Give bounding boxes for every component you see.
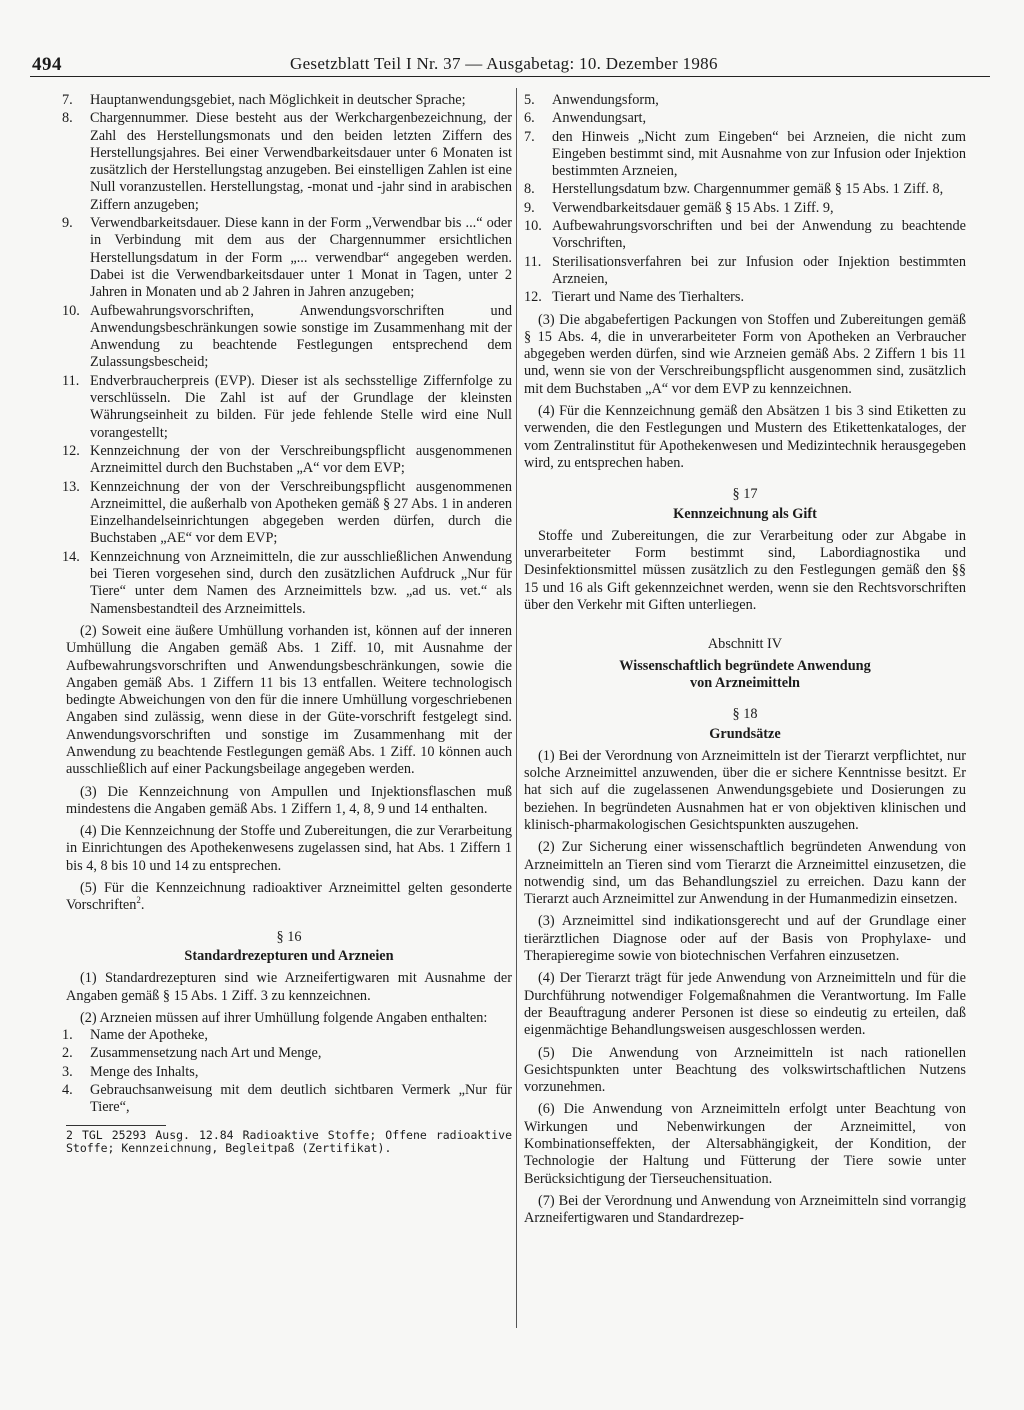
list-item	[524, 181, 966, 198]
list-item-number: 3.	[62, 1063, 73, 1080]
paragraph: (1) Bei der Verordnung von Arzneimitteln ist der Tierarzt verpflichtet, nur solche Arzneimittel anzuwenden, über die er sichere Kenntnisse besitzt. Er hat sich auf die zugelassenen Anwendungsgebiete und Dosierungen zu beziehen. In begründeten Ausnahmen hat er von objektiven klinischen und klinisch-pharmakologischen Gesichtspunkten auszugehen.	[524, 747, 966, 833]
list-item-number: 2.	[62, 1045, 73, 1062]
list-item-number: 1.	[62, 1027, 73, 1044]
list-item-text: Verwendbarkeitsdauer. Diese kann in der Form „Verwendbar bis ...“ oder in Verbindung mit dem aus der Chargennummer ersichtlichen Herstellungsdatum in der Form „... verwendbar“ angegeben werden. Dabei ist die Verwendbarkeitsdauer unter 1 Monat in Tagen, unter 2 Jahren in Monaten und ab 2 Jahren in Jahren anzugeben;	[90, 215, 512, 301]
list-item-text: Aufbewahrungsvorschriften, Anwendungsvorschriften und Anwendungsbeschränkungen sowie sonstige im Zusammenhang mit der Anwendung zu beachtende Festlegungen entsprechend dem Zulassungsbescheid;	[90, 302, 512, 371]
list-item-number: 11.	[62, 372, 80, 389]
list-item-text: Verwendbarkeitsdauer gemäß § 15 Abs. 1 Ziff. 9,	[552, 199, 834, 216]
list-item-text: Herstellungsdatum bzw. Chargennummer gemäß § 15 Abs. 1 Ziff. 8,	[552, 181, 944, 198]
abschnitt-title-line-2: von Arzneimitteln	[690, 674, 800, 691]
list-item-number: 10.	[62, 302, 80, 319]
list-item	[524, 92, 966, 109]
list-item-text: Chargennummer. Diese besteht aus der Werkchargenbezeichnung, der Zahl des Herstellungsmonats und den beiden letzten Ziffern des Herstellungsjahres. Bei einer Verwendbarkeitsdauer unter 6 Monaten ist zusätzlich der Herstellungstag anzugeben. Bei einstelligen Zahlen ist eine Null voranzustellen. Herstellungstag, -monat und -jahr sind in arabischen Ziffern anzugeben;	[90, 110, 512, 213]
paragraph: (2) Arzneien müssen auf ihrer Umhüllung folgende Angaben enthalten:	[80, 1009, 488, 1026]
list-item-text: Kennzeichnung der von der Verschreibungspflicht ausgenommenen Arzneimittel, die außerhalb von Apotheken gemäß § 27 Abs. 1 in anderen Einzelhandelseinrichtungen abgegeben werden dürfen, durch die Buchstaben „AE“ vor dem EVP;	[90, 478, 512, 547]
list-item	[62, 302, 512, 372]
section-17-title: Kennzeichnung als Gift	[673, 505, 817, 522]
list-item-number: 8.	[524, 181, 535, 198]
list-item-text: Menge des Inhalts,	[90, 1063, 199, 1080]
list-item	[62, 478, 512, 548]
list-item-text: Sterilisationsverfahren bei zur Infusion oder Injektion bestimmten Arzneien,	[552, 253, 966, 287]
list-item	[62, 1045, 512, 1062]
list-item-number: 12.	[524, 289, 542, 306]
list-item-text: Zusammensetzung nach Art und Menge,	[90, 1045, 322, 1062]
list-item-number: 9.	[524, 199, 535, 216]
list-item-number: 8.	[62, 110, 73, 127]
list-item	[62, 92, 512, 109]
paragraph: (2) Soweit eine äußere Umhüllung vorhanden ist, können auf der inneren Umhüllung die Angaben gemäß Abs. 1 Ziff. 10, mit Ausnahme der Aufbewahrungsvorschriften und Anwendungsbeschränkungen, sowie die Angaben gemäß Abs. 1 Ziffern 11 bis 13 entfallen. Weitere technologisch bedingte Abweichungen von den für die innere Umhüllung vorgeschriebenen Angaben sind zulässig, wenn diese in der Güte-vorschrift festgelegt sind. Anwendungsvorschriften und sonstige im Zusammenhang mit der Anwendung zu beachtende Festlegungen gemäß Abs. 1 Ziff. 10 können auch ausschließlich auf einer Packungsbeilage angegeben werden.	[66, 622, 512, 778]
abschnitt-label: Abschnitt IV	[707, 636, 783, 653]
list-item	[62, 442, 512, 478]
list-item-number: 7.	[62, 92, 73, 108]
paragraph: (3) Arzneimittel sind indikationsgerecht und auf der Grundlage einer tierärztlichen Diagnose oder auf der Basis von Prophylaxe- und Therapieregime sowie von biotechnischen Verfahren einzusetzen.	[524, 913, 966, 965]
abschnitt-title-line-1: Wissenschaftlich begründete Anwendung	[619, 657, 871, 674]
list-item	[62, 548, 512, 618]
paragraph-radioactive: (5) Für die Kennzeichnung radioaktiver Arzneimittel gelten gesonderte Vorschriften$^2$.	[66, 880, 512, 914]
left-column	[62, 92, 512, 1156]
paragraph: (6) Die Anwendung von Arzneimitteln erfolgt unter Beachtung von Wirkungen und Nebenwirkungen der Arzneimittel, von Kombinationseffekten, der Altersabhängigkeit, der Kondition, der Technologie der Haltung und Fütterung der Tiere sowie unter Berücksichtigung der Tierseuchensituation.	[524, 1101, 966, 1187]
list-item	[62, 372, 512, 442]
paragraph: (4) Der Tierarzt trägt für jede Anwendung von Arzneimitteln und für die Durchführung notwendiger Folgemaßnahmen die Verantwortung. Im Falle der Beauftragung anderer Personen ist diese so eindeutig zu erteilen, daß eigenmächtige Behandlungsweisen ausgeschlossen werden.	[524, 970, 966, 1039]
list-item-text: Endverbraucherpreis (EVP). Dieser ist als sechsstellige Ziffernfolge zu verschlüsseln. Die Zahl ist auf der Grundlage der kleinsten Währungseinheit zu bilden. Für jede fehlende Stelle wird eine Null vorangestellt;	[90, 372, 512, 441]
header-title: Gesetzblatt Teil I Nr. 37 — Ausgabetag: 10. Dezember 1986	[290, 54, 718, 73]
list-item-text: Tierart und Name des Tierhalters.	[552, 289, 745, 306]
list-item-number: 4.	[62, 1082, 73, 1099]
section-16-symbol: § 16	[276, 928, 302, 945]
right-enumeration	[524, 92, 966, 307]
list-item-number: 7.	[524, 128, 535, 145]
list-item-text: Aufbewahrungsvorschriften und bei der Anwendung zu beachtende Vorschriften,	[552, 218, 966, 252]
list-item-text: Name der Apotheke,	[90, 1027, 208, 1044]
list-item	[62, 215, 512, 301]
list-item	[62, 1027, 512, 1044]
list-item-number: 5.	[524, 92, 535, 108]
section-18-paragraphs	[524, 748, 966, 1228]
list-item	[524, 129, 966, 181]
paragraph: (5) Die Anwendung von Arzneimitteln ist nach rationellen Gesichtspunkten unter Beachtung des volkswirtschaftlichen Nutzens vorzunehmen.	[524, 1044, 966, 1096]
list-item	[524, 200, 966, 217]
page-header	[30, 48, 990, 77]
list-item	[524, 289, 966, 306]
section-16-title: Standardrezepturen und Arzneien	[184, 947, 394, 964]
list-item-number: 10.	[524, 218, 542, 235]
list-item	[524, 254, 966, 289]
footnote-rule	[66, 1125, 166, 1126]
list-item-text: Kennzeichnung von Arzneimitteln, die zur ausschließlichen Anwendung bei Tieren vorgesehen sind, durch den zusätzlichen Aufdruck „Nur für Tiere“ unter dem Namen des Arzneimittels bzw. „ad us. vet.“ als Namensbestandteil des Arzneimittels.	[90, 548, 512, 617]
paragraph: (3) Die Kennzeichnung von Ampullen und Injektionsflaschen muß mindestens die Angaben gemäß Abs. 1 Ziffern 1, 4, 8, 9 und 14 enthalten.	[66, 783, 512, 817]
footnote: 2 TGL 25293 Ausg. 12.84 Radioaktive Stoffe; Offene radioaktive Stoffe; Kennzeichnung, Begleitpaß (Zertifikat).	[66, 1127, 512, 1156]
list-item-number: 6.	[524, 110, 535, 127]
list-item-text: den Hinweis „Nicht zum Eingeben“ bei Arzneien, die nicht zum Eingeben bestimmt sind, mit Ausnahme von zur Infusion oder Injektion bestimmten Arzneien,	[552, 128, 966, 180]
paragraph: (4) Für die Kennzeichnung gemäß den Absätzen 1 bis 3 sind Etiketten zu verwenden, die den Festlegungen und Mustern des Etikettenkataloges, der vom Zentralinstitut für Apothekenwesen und Medizintechnik herausgegeben wird, zu entsprechen haben.	[524, 403, 966, 471]
list-item-number: 11.	[524, 253, 542, 270]
section-18-title: Grundsätze	[709, 725, 781, 742]
paragraph: (7) Bei der Verordnung und Anwendung von Arzneimitteln sind vorrangig Arzneifertigwaren und Standardrezep-	[524, 1192, 966, 1227]
section-16-paragraphs	[66, 970, 512, 1027]
list-item-number: 9.	[62, 215, 73, 232]
section-17-symbol: § 17	[732, 486, 758, 503]
list-item	[62, 1063, 512, 1081]
list-item	[62, 110, 512, 214]
left-paragraphs	[66, 623, 512, 875]
footnote-marker: 2	[136, 895, 141, 906]
left-enumeration	[62, 92, 512, 618]
list-item-text: Anwendungsform,	[552, 92, 659, 108]
list-item-text: Anwendungsart,	[552, 110, 647, 127]
section-18-symbol: § 18	[732, 706, 758, 723]
page-number: 494	[32, 54, 62, 75]
paragraph: (3) Die abgabefertigen Packungen von Stoffen und Zubereitungen gemäß § 15 Abs. 4, die in unverarbeiteter Form von Apotheken an Verbraucher abgegeben werden dürfen, sind wie Arzneien gemäß Abs. 2 Ziffern 1 bis 11 und, wenn sie von der Verschreibungspflicht ausgenommen sind, zusätzlich mit dem Buchstaben „A“ vor dem EVP zu kennzeichnen.	[524, 311, 966, 397]
right-column	[524, 92, 966, 1228]
list-item	[62, 1082, 512, 1117]
section-16-enumeration	[62, 1027, 512, 1116]
list-item-number: 14.	[62, 548, 80, 565]
column-divider	[516, 88, 517, 1328]
list-item-text: Gebrauchsanweisung mit dem deutlich sichtbaren Vermerk „Nur für Tiere“,	[90, 1082, 512, 1116]
list-item-text: Kennzeichnung der von der Verschreibungspflicht ausgenommenen Arzneimittel durch den Buchstaben „A“ vor dem EVP;	[90, 442, 512, 477]
right-paragraphs	[524, 312, 966, 473]
list-item	[524, 218, 966, 253]
paragraph: (4) Die Kennzeichnung der Stoffe und Zubereitungen, die zur Verarbeitung in Einrichtungen des Apothekenwesens zugelassen sind, hat Abs. 1 Ziffern 1 bis 4, 8 bis 10 und 14 zu entsprechen.	[66, 823, 512, 874]
list-item	[524, 110, 966, 127]
paragraph: (2) Zur Sicherung einer wissenschaftlich begründeten Anwendung von Arzneimitteln an Tieren sind vom Tierarzt die Arzneimittel einzusetzen, die notwendig sind, um das Behandlungsziel zu erreichen. Dazu kann der Tierarzt auch Arzneimittel zur Anwendung in der Humanmedizin einsetzen.	[524, 839, 966, 908]
section-17-text: Stoffe und Zubereitungen, die zur Verarbeitung oder zur Abgabe in unverarbeiteter Form bestimmt sind, Labordiagnostika und Desinfektionsmittel müssen zusätzlich zu den Festlegungen gemäß den §§ 15 und 16 als Gift gekennzeichnet werden, wenn sie den Rechtsvorschriften über den Verkehr mit Giften unterliegen.	[524, 527, 966, 614]
list-item-number: 13.	[62, 478, 80, 495]
paragraph: (1) Standardrezepturen sind wie Arzneifertigwaren mit Ausnahme der Angaben gemäß § 15 Abs. 1 Ziff. 3 zu kennzeichnen.	[66, 970, 512, 1004]
list-item-number: 12.	[62, 442, 80, 459]
list-item-text: Hauptanwendungsgebiet, nach Möglichkeit in deutscher Sprache;	[90, 92, 466, 108]
